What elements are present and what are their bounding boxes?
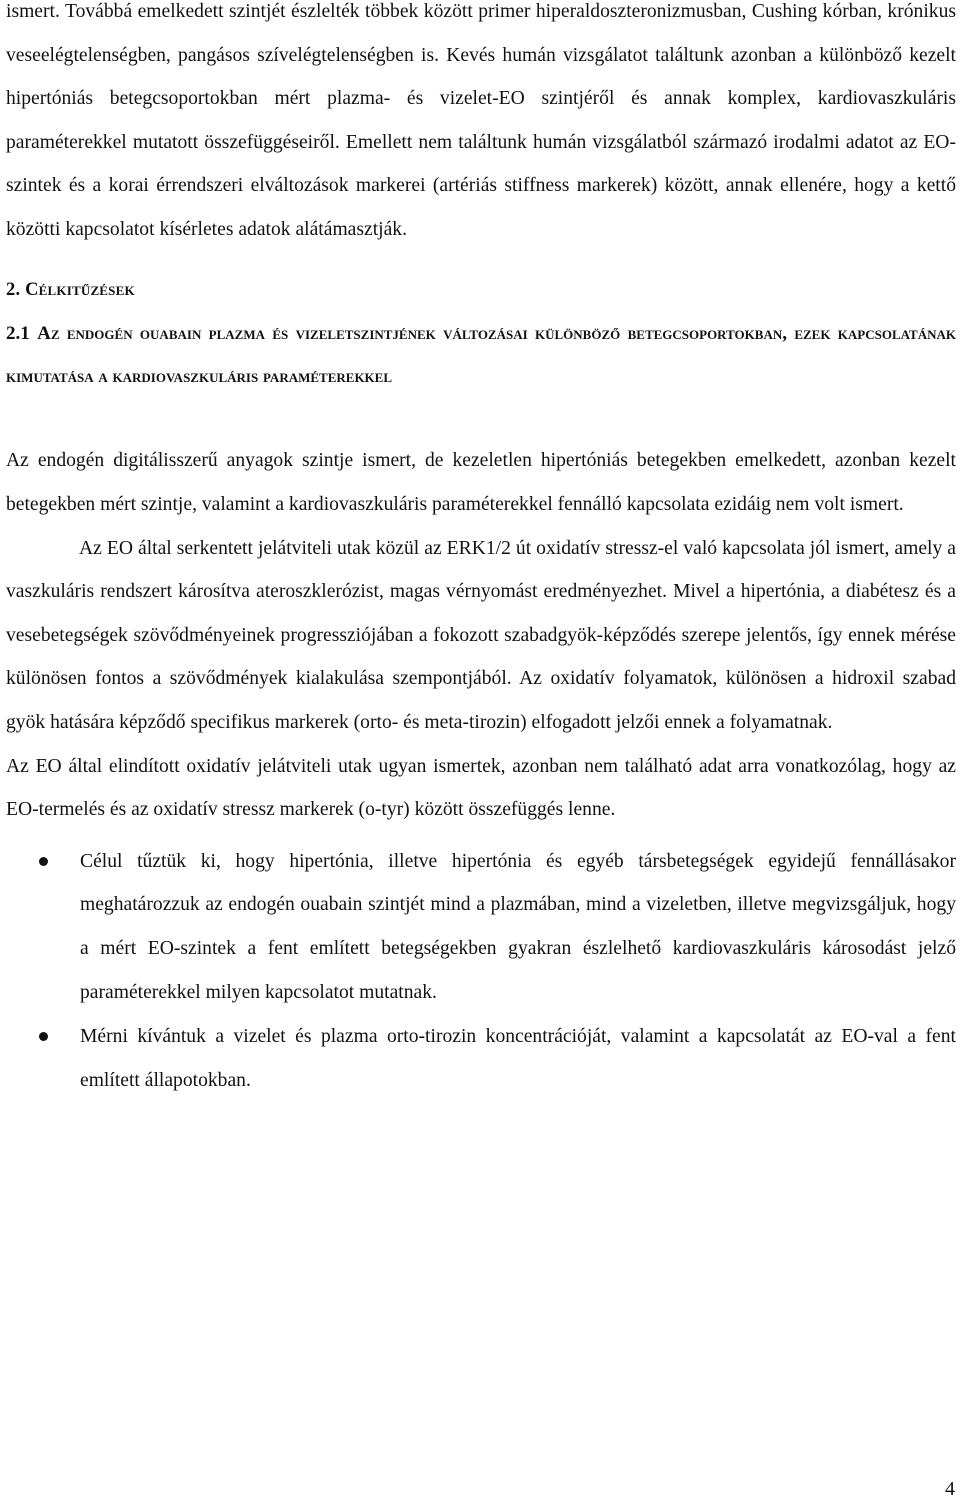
bullet-icon — [39, 1032, 48, 1041]
subsection-title: Az endogén ouabain plazma és vizeletszintjének változásai különböző betegcsoportokban, ezek kapcsolatának kimutatása a kardiovaszkuláris paraméterekkel — [6, 322, 957, 387]
section-number: 2. — [6, 279, 21, 300]
document-page — [6, 0, 956, 1102]
bullet-icon — [39, 857, 48, 866]
body-paragraph: Az EO által elindított oxidatív jelátviteli utak ugyan ismertek, azonban nem található adat arra vonatkozólag, hogy az EO-termelés és az oxidatív stressz markerek (o-tyr) között összefüggés lenne. — [6, 755, 956, 821]
objectives-list — [6, 840, 956, 1103]
list-item — [6, 1015, 956, 1102]
list-item-text: Célul tűztük ki, hogy hipertónia, illetve hipertónia és egyéb társbetegségek egyidejű fennállásakor meghatározzuk az endogén ouabain szintjét mind a plazmában, mind a vizeletben, illetve megvizsgáljuk, hogy a mért EO-szintek a fent említett betegségekben gyakran észlelhető kardiovaszkuláris károsodást jelző paraméterekkel milyen kapcsolatot mutatnak. — [80, 850, 956, 1003]
body-paragraph: Az EO által serkentett jelátviteli utak közül az ERK1/2 út oxidatív stressz-el való kapcsolata jól ismert, amely a vaszkuláris rendszert károsítva ateroszklerózist, magas vérnyomást eredményezhet. Mivel a hipertónia, a diabétesz és a vesebetegségek szövődményeinek progressziójában a fokozott szabadgyök-képződés szerepe jelentős, így ennek mérése különösen fontos a szövődmények kialakulása szempontjából. Az oxidatív folyamatok, különösen a hidroxil szabad gyök hatására képződő specifikus markerek (orto- és meta-tirozin) elfogadott jelzői ennek a folyamatnak. — [6, 537, 956, 733]
subsection-heading — [6, 312, 956, 399]
body-paragraph: ismert. Továbbá emelkedett szintjét észlelték többek között primer hiperaldoszteronizmusban, Cushing kórban, krónikus veseelégtelenségben, pangásos szívelégtelenségben is. Kevés humán vizsgálatot találtunk azonban a különböző kezelt hipertóniás betegcsoportokban mért plazma- és vizelet-EO szintjéről és annak komplex, kardiovaszkuláris paraméterekkel mutatott összefüggéseiről. Emellett nem találtunk humán vizsgálatból származó irodalmi adatot az EO-szintek és a korai érrendszeri elváltozások markerei (artériás stiffness markerek) között, annak ellenére, hogy a kettő közötti kapcsolatot kísérletes adatok alátámasztják. — [6, 1, 956, 240]
body-paragraph: Az endogén digitálisszerű anyagok szintje ismert, de kezeletlen hipertóniás betegekben emelkedett, azonban kezelt betegekben mért szintje, valamint a kardiovaszkuláris paraméterekkel fennálló kapcsolata ezidáig nem volt ismert. — [6, 450, 956, 515]
subsection-number: 2.1 — [6, 322, 30, 344]
section-heading — [6, 269, 956, 312]
page-number: 4 — [945, 1478, 955, 1500]
section-title: Célkitűzések — [25, 279, 135, 300]
list-item-text: Mérni kívántuk a vizelet és plazma orto-tirozin koncentrációját, valamint a kapcsolatát az EO-val a fent említett állapotokban. — [80, 1026, 956, 1091]
list-item — [6, 840, 956, 1014]
